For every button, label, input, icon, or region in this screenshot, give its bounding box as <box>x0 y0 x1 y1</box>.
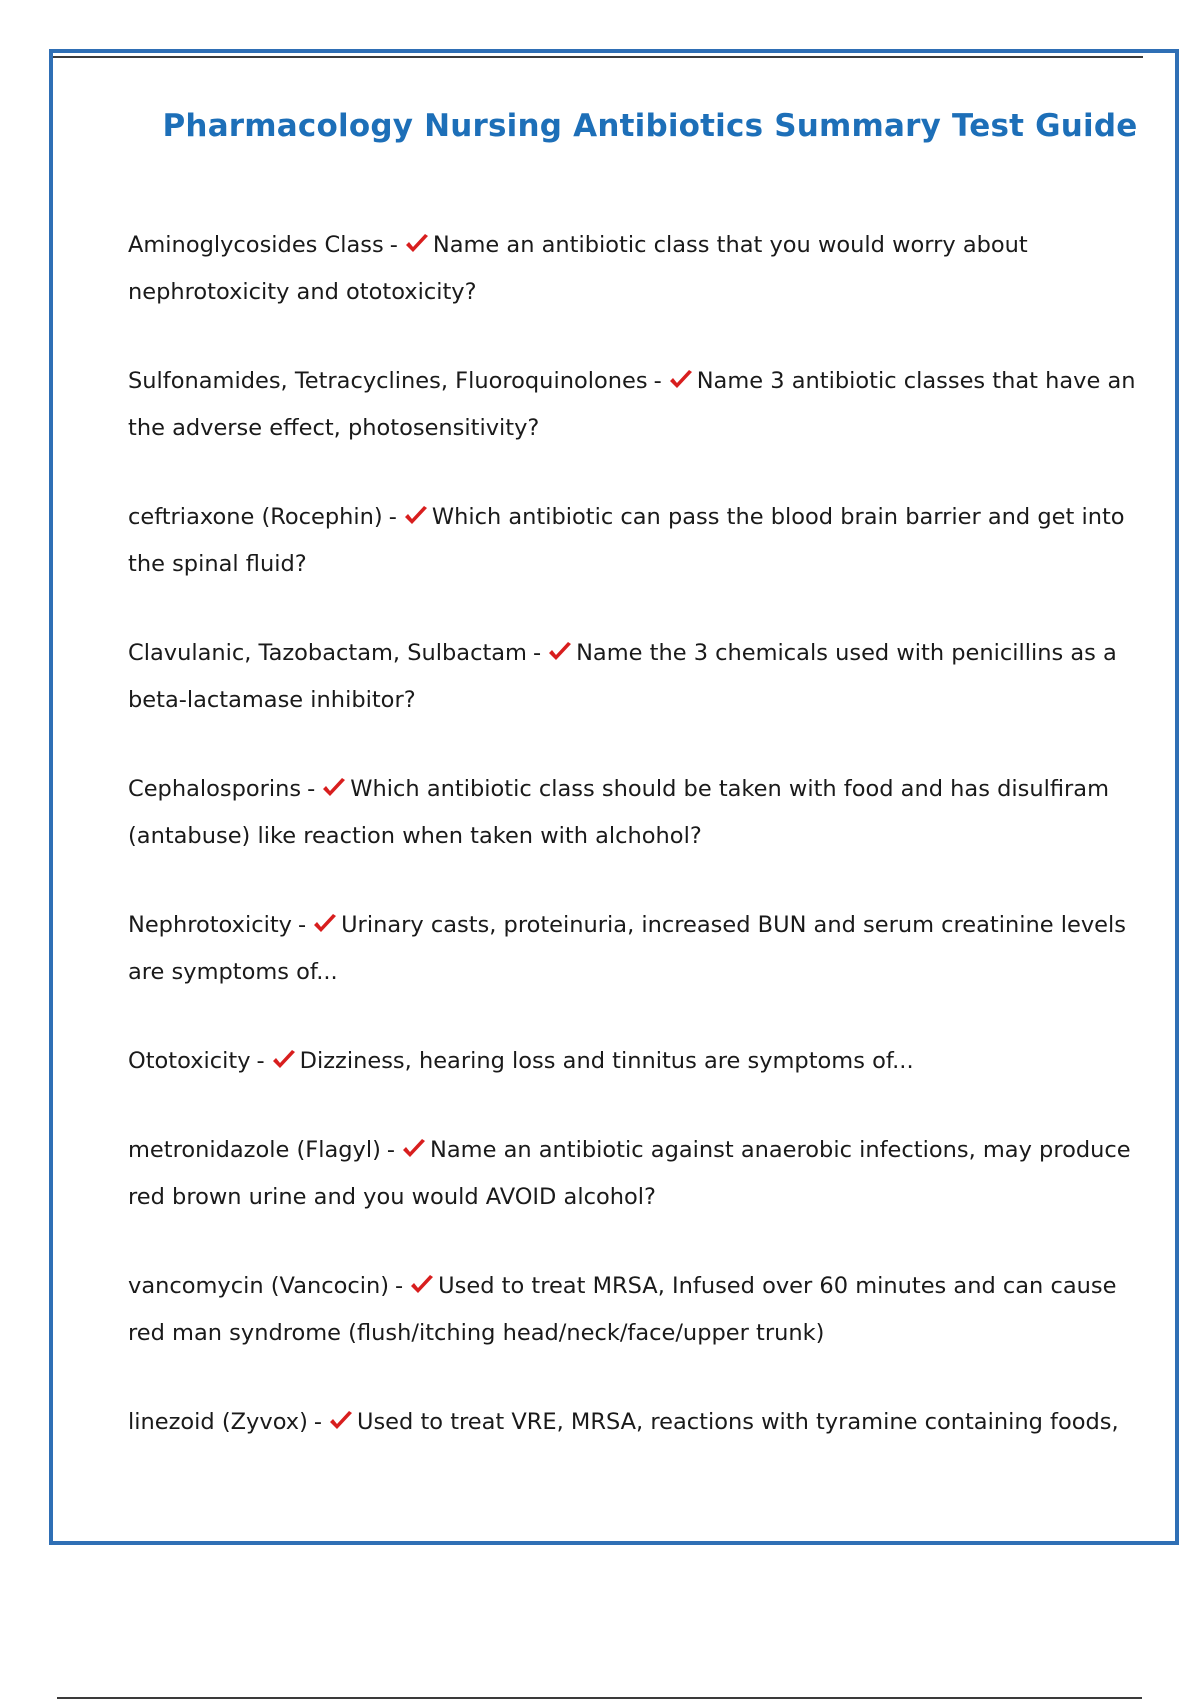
qa-item <box>128 1263 1148 1357</box>
answer-text: Ototoxicity <box>128 1048 251 1074</box>
document-title: Pharmacology Nursing Antibiotics Summary Test Guide <box>162 108 1138 144</box>
separator: - <box>386 1137 396 1163</box>
separator: - <box>395 1273 404 1299</box>
separator: - <box>653 368 662 394</box>
qa-item <box>128 1399 1148 1446</box>
question-text: Name an antibiotic against anaerobic infections, may produce red brown urine and you would AVOID alcohol? <box>128 1137 1131 1210</box>
question-text: Name the 3 chemicals used with penicillins as a beta-lactamase inhibitor? <box>128 640 1117 713</box>
check-mark-icon <box>404 233 430 255</box>
answer-text: metronidazole (Flagyl) <box>128 1137 381 1163</box>
qa-item <box>128 766 1148 860</box>
qa-item <box>128 630 1148 724</box>
answer-text: vancomycin (Vancocin) <box>128 1273 390 1299</box>
separator: - <box>389 232 398 258</box>
check-mark-icon <box>403 505 429 527</box>
separator: - <box>313 1409 322 1435</box>
qa-item <box>128 358 1148 452</box>
qa-list <box>128 222 1148 1488</box>
bottom-rule <box>57 1697 1142 1699</box>
check-mark-icon <box>409 1274 435 1296</box>
answer-text: Cephalosporins <box>128 776 302 802</box>
question-text: Name an antibiotic class that you would worry about nephrotoxicity and ototoxicity? <box>128 232 1028 305</box>
qa-item <box>128 902 1148 996</box>
check-mark-icon <box>328 1410 354 1432</box>
question-text: Used to treat VRE, MRSA, reactions with tyramine containing foods, <box>356 1409 1119 1435</box>
question-text: Which antibiotic class should be taken with food and has disulfiram (antabuse) like reaction when taken with alchohol? <box>128 776 1109 849</box>
separator: - <box>307 776 316 802</box>
qa-item <box>128 1127 1148 1221</box>
top-rule <box>53 56 1143 58</box>
question-text: Dizziness, hearing loss and tinnitus are symptoms of... <box>299 1048 914 1074</box>
question-text: Which antibiotic can pass the blood brain barrier and get into the spinal fluid? <box>128 504 1125 577</box>
check-mark-icon <box>271 1049 297 1071</box>
separator: - <box>256 1048 265 1074</box>
separator: - <box>297 912 307 938</box>
question-text: Used to treat MRSA, Infused over 60 minutes and can cause red man syndrome (flush/itching head/neck/face/upper trunk) <box>128 1273 1117 1346</box>
check-mark-icon <box>401 1138 427 1160</box>
check-mark-icon <box>312 913 338 935</box>
answer-text: Sulfonamides, Tetracyclines, Fluoroquinolones <box>128 368 648 394</box>
answer-text: ceftriaxone (Rocephin) <box>128 504 383 530</box>
answer-text: Aminoglycosides Class <box>128 232 384 258</box>
answer-text: Clavulanic, Tazobactam, Sulbactam <box>128 640 527 666</box>
qa-item <box>128 222 1148 316</box>
answer-text: Nephrotoxicity <box>128 912 292 938</box>
separator: - <box>388 504 397 530</box>
qa-item <box>128 494 1148 588</box>
answer-text: linezoid (Zyvox) <box>128 1409 308 1435</box>
question-text: Name 3 antibiotic classes that have an the adverse effect, photosensitivity? <box>128 368 1136 441</box>
check-mark-icon <box>547 641 573 663</box>
question-text: Urinary casts, proteinuria, increased BUN and serum creatinine levels are symptoms of... <box>128 912 1127 985</box>
qa-item <box>128 1038 1148 1085</box>
check-mark-icon <box>321 777 347 799</box>
separator: - <box>532 640 542 666</box>
check-mark-icon <box>668 369 694 391</box>
